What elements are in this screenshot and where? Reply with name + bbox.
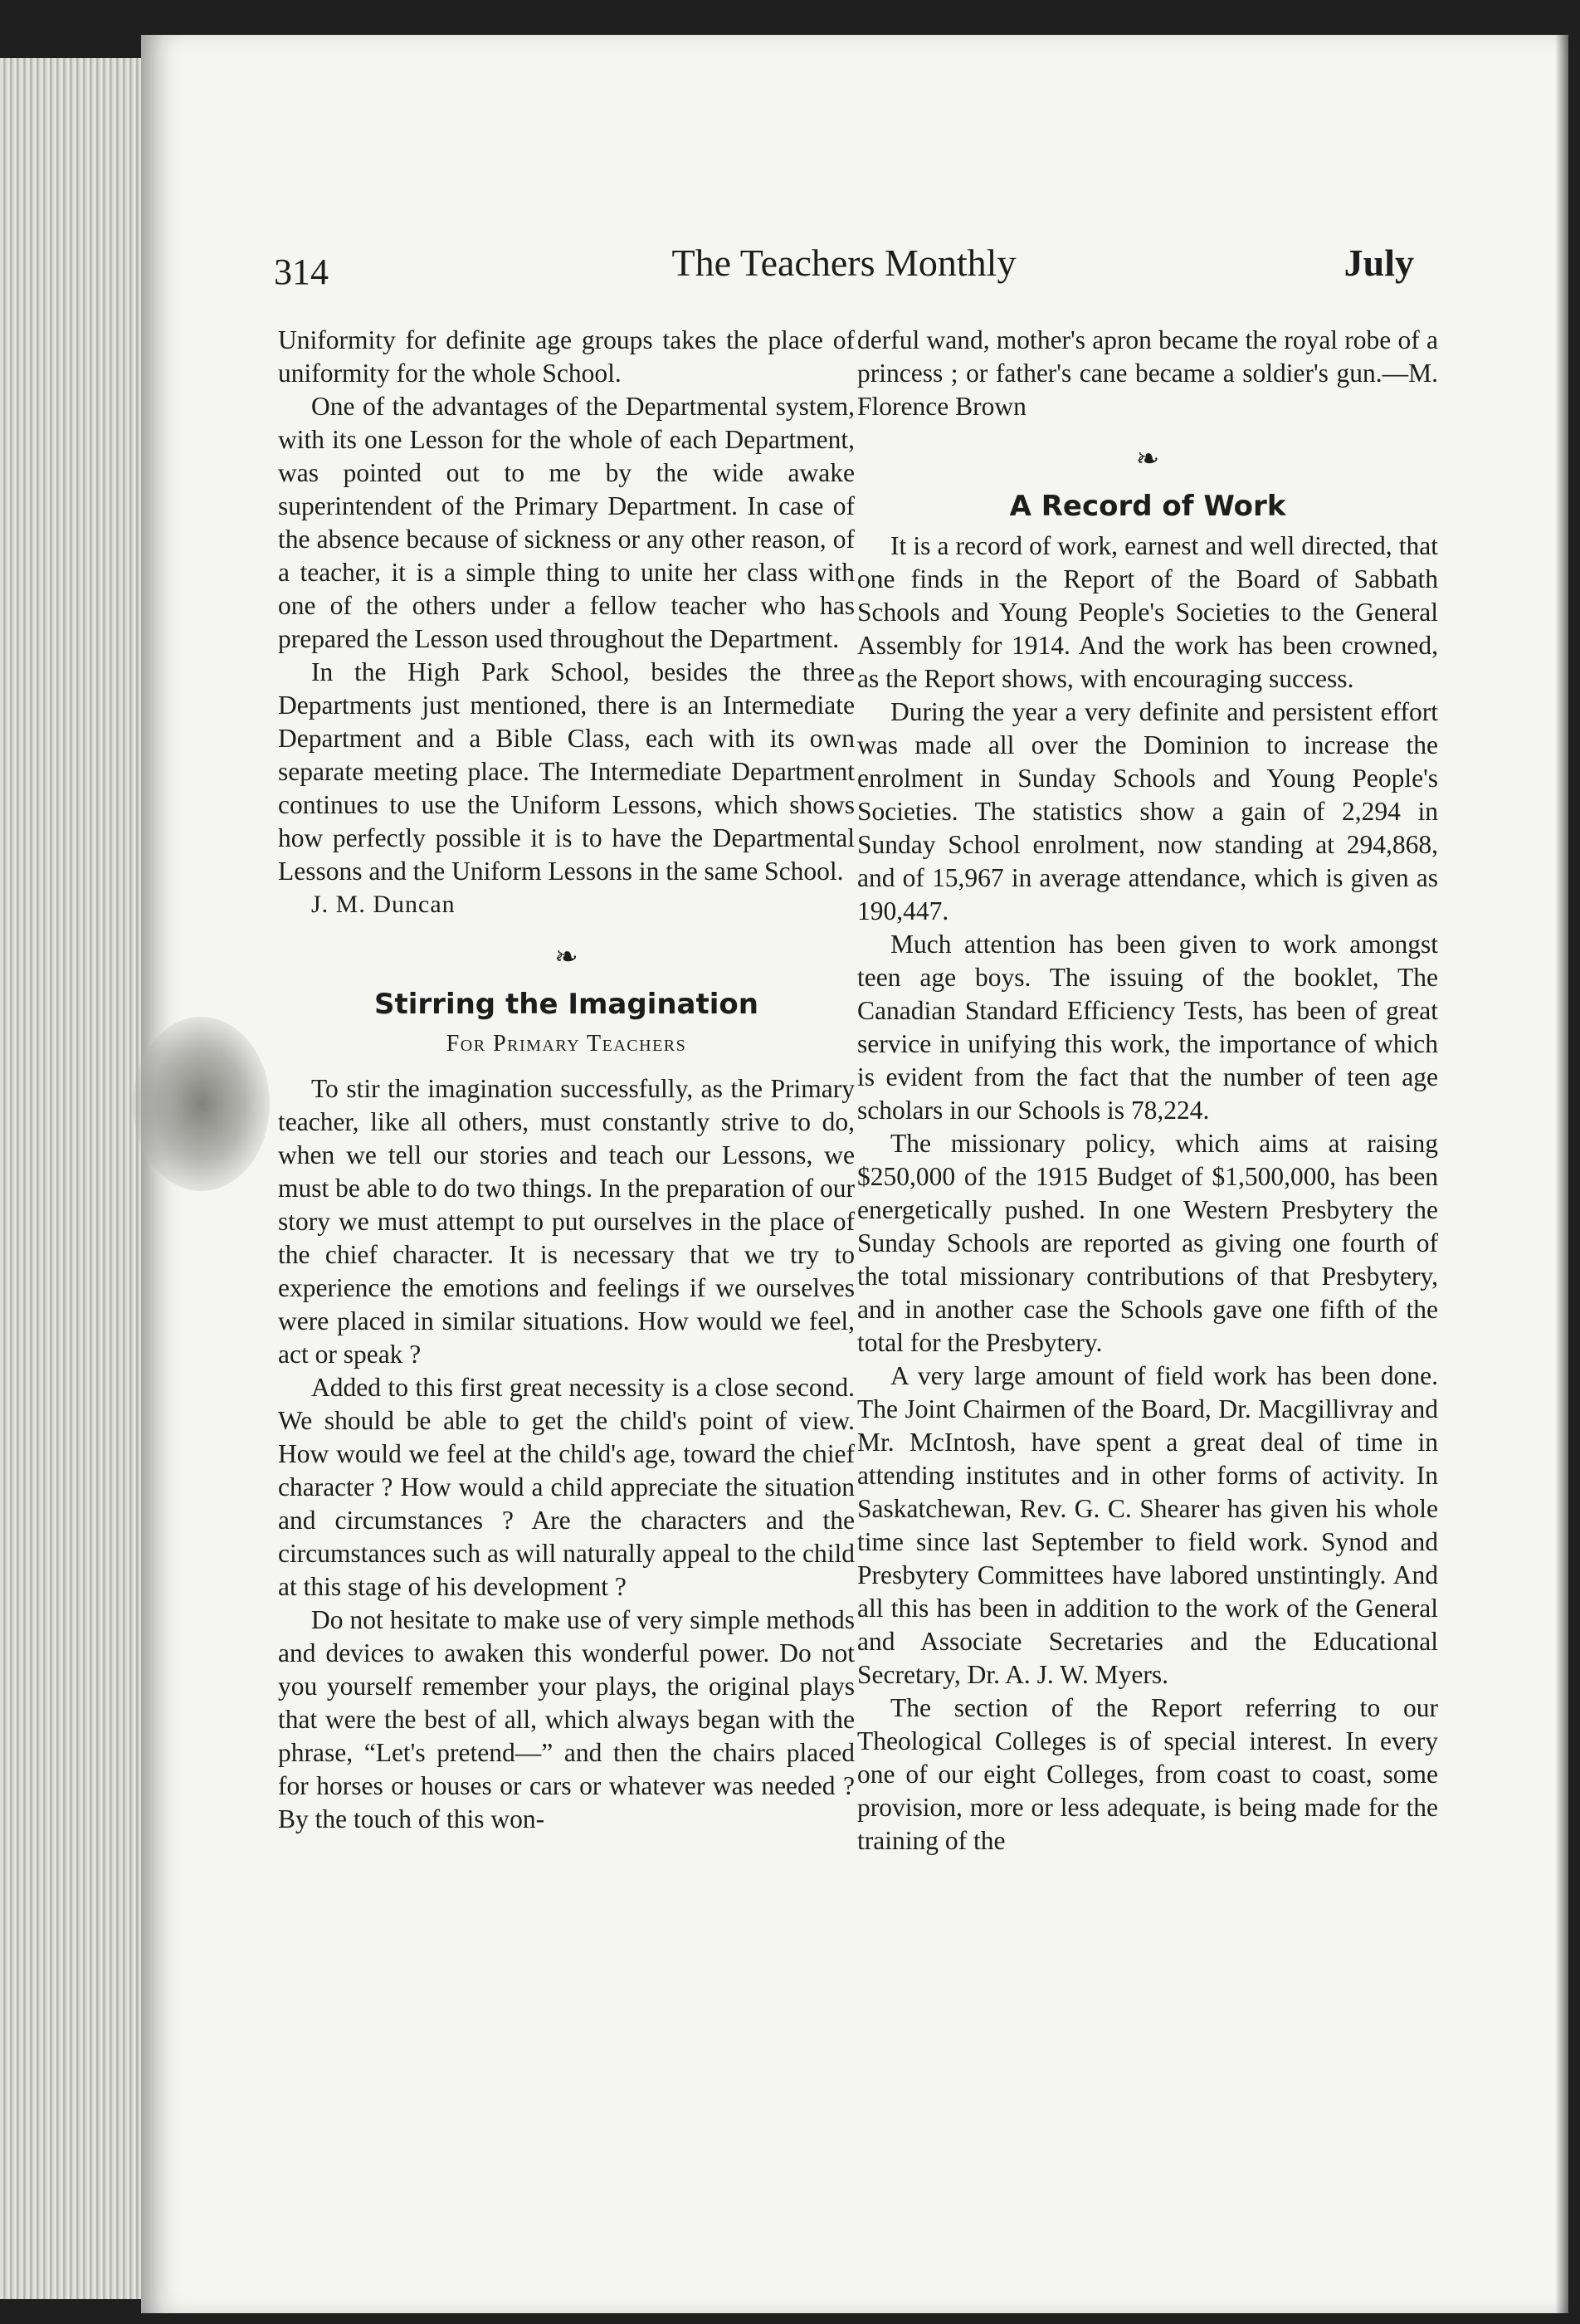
paper-stain xyxy=(133,1017,270,1191)
paragraph: derful wand, mother's apron became the royal robe of a princess ; or father's cane became a soldier's gun.—M. Florence Brown xyxy=(857,325,1438,421)
paragraph: One of the advantages of the Departmental system, with its one Lesson for the whole of each Department, was pointed out to me by the wide awake superintendent of the Primary Department. In case of the absence because of sickness or any other reason, of a teacher, it is a simple thing to unite her class with one of the others under a fellow teacher who has prepared the Lesson used throughout the Department. xyxy=(278,392,855,653)
right-column xyxy=(857,324,1438,1858)
paragraph: To stir the imagination successfully, as the Primary teacher, like all others, must constantly strive to do, when we tell our stories and teach our Lessons, we must be able to do two things. In the preparation of our story we must attempt to put ourselves in the place of the chief character. It is necessary that we try to experience the emotions and feelings if we ourselves were placed in similar situations. How would we feel, act or speak ? xyxy=(278,1074,855,1369)
page-header xyxy=(274,241,1414,299)
article-subtitle: For Primary Teachers xyxy=(446,1031,687,1057)
paragraph: Uniformity for definite age groups takes the place of uniformity for the whole School. xyxy=(278,325,855,388)
page-gutter-shadow xyxy=(1555,35,1568,2313)
paragraph: A very large amount of field work has been done. The Joint Chairmen of the Board, Dr. Macgillivray and Mr. McIntosh, have spent a great deal of time in attending institutes and in other forms of activity. In Saskatchewan, Rev. G. C. Shearer has given his whole time since last September to field work. Synod and Presbytery Committees have labored unstintingly. And all this has been in addition to the work of the General and Associate Secretaries and the Educational Secretary, Dr. A. J. W. Myers. xyxy=(857,1361,1438,1689)
paragraph: It is a record of work, earnest and well directed, that one finds in the Report of the Board of Sabbath Schools and Young People's Societies to the General Assembly for 1914. And the work has been crowned, as the Report shows, with encouraging success. xyxy=(857,531,1438,693)
left-column xyxy=(278,324,855,1836)
paragraph: The missionary policy, which aims at raising $250,000 of the 1915 Budget of $1,500,000, has been energetically pushed. In one Western Presbytery the Sunday Schools are reported as giving one fourth of the total missionary contributions of that Presbytery, and in another case the Schools gave one fifth of the total for the Presbytery. xyxy=(857,1129,1438,1357)
running-title: The Teachers Monthly xyxy=(671,242,1017,284)
page-number: 314 xyxy=(274,251,329,292)
article-title: Stirring the Imagination xyxy=(374,988,758,1021)
section-ornament-icon: ❧ xyxy=(1135,444,1160,475)
paragraph: During the year a very definite and persistent effort was made all over the Dominion to increase the enrolment in Sunday Schools and Young People's Societies. The statistics show a gain of 2,294 in Sunday School enrolment, now standing at 294,868, and of 15,967 in average attendance, which is given as 190,447. xyxy=(857,697,1438,925)
paragraph: In the High Park School, besides the three Departments just mentioned, there is an Intermediate Department and a Bible Class, each with its own separate meeting place. The Intermediate Department continues to use the Uniform Lessons, which shows how perfectly possible it is to have the Departmental Lessons and the Uniform Lessons in the same School. xyxy=(278,657,855,886)
issue-month: July xyxy=(1343,242,1414,284)
article-title: A Record of Work xyxy=(1009,490,1286,523)
paragraph: Do not hesitate to make use of very simple methods and devices to awaken this wonderful power. Do not you yourself remember your plays, the original plays that were the best of all, which always began with the phrase, “Let's pretend—” and then the chairs placed for horses or houses or cars or whatever was needed ? By the touch of this won- xyxy=(278,1605,855,1833)
paragraph: Added to this first great necessity is a close second. We should be able to get the child's point of view. How would we feel at the child's age, toward the chief character ? How would a child appreciate the situation and circumstances ? Are the characters and the circumstances such as will naturally appeal to the child at this stage of his development ? xyxy=(278,1373,855,1601)
author-signature: J. M. Duncan xyxy=(311,891,456,918)
paragraph: The section of the Report referring to our Theological Colleges is of special interest. In every one of our eight Colleges, from coast to coast, some provision, more or less adequate, is being made for the training of the xyxy=(857,1693,1438,1855)
section-ornament-icon: ❧ xyxy=(554,942,578,973)
paragraph: Much attention has been given to work amongst teen age boys. The issuing of the booklet, The Canadian Standard Efficiency Tests, has been of great service in unifying this work, the importance of which is evident from the fact that the number of teen age scholars in our Schools is 78,224. xyxy=(857,930,1438,1125)
